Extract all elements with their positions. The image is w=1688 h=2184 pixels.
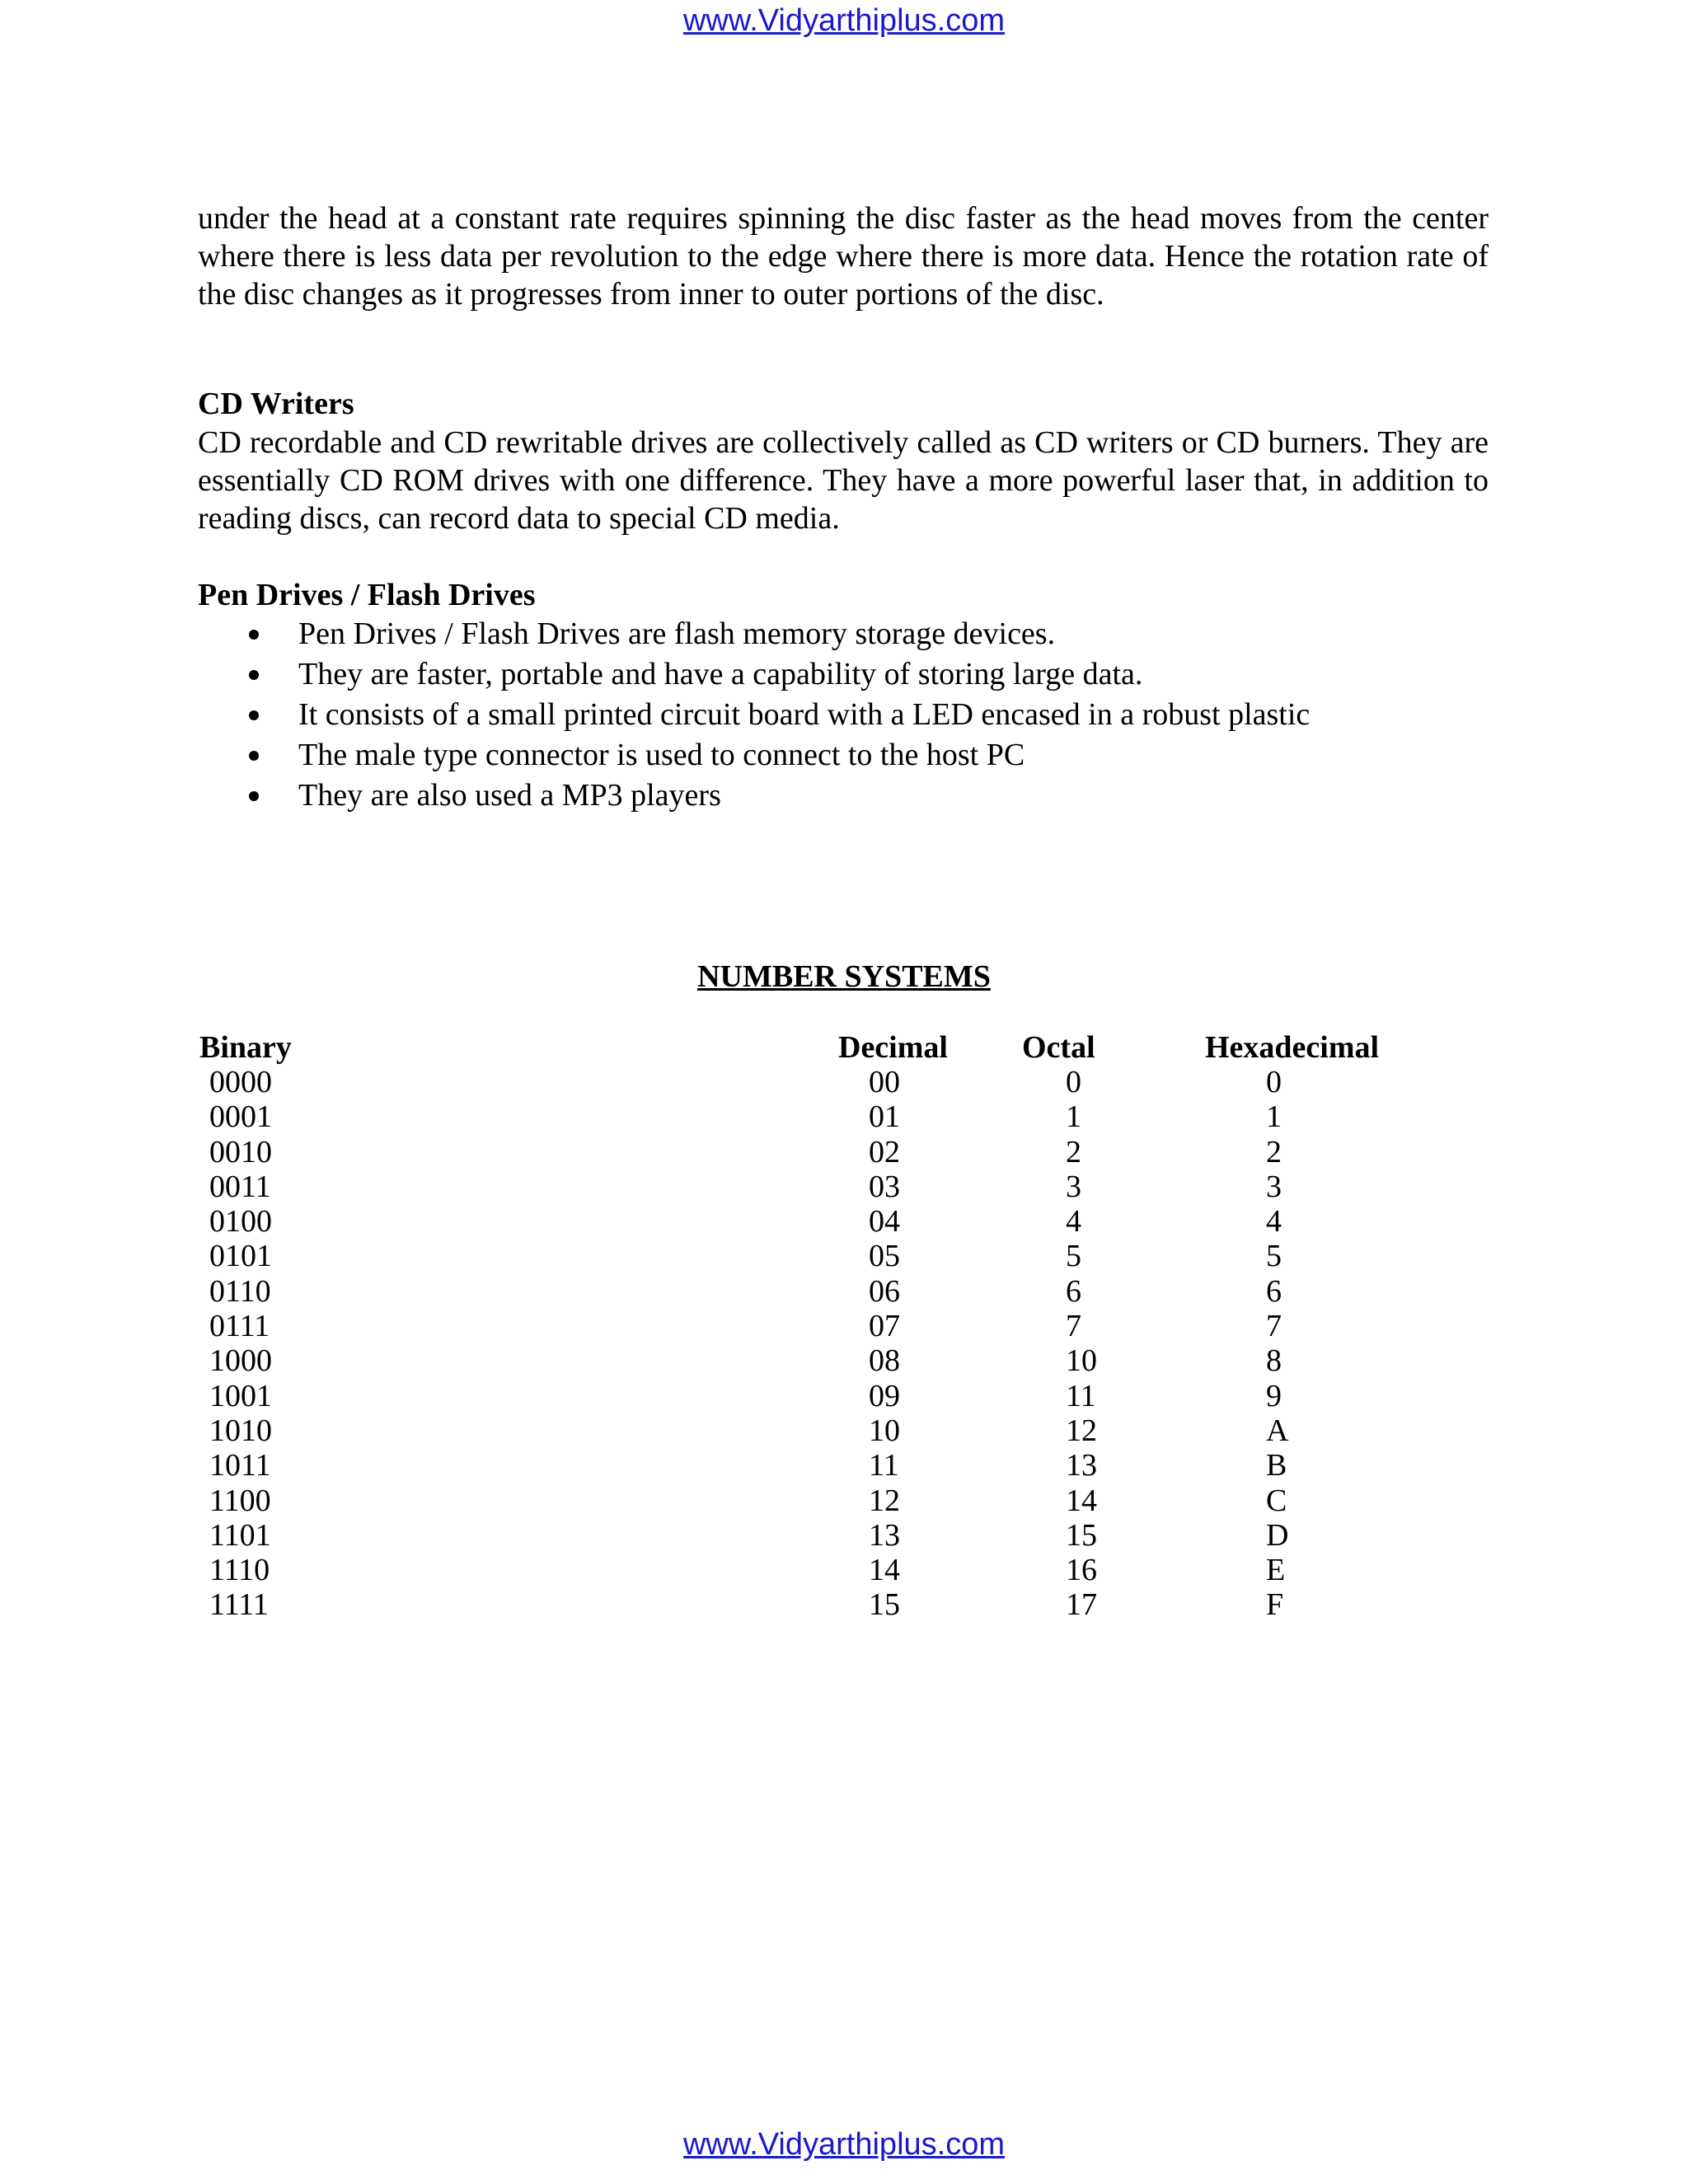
binary-cell: 1110: [209, 1553, 270, 1588]
table-row: [0, 1309, 1688, 1343]
bullet-text: They are also used a MP3 players: [298, 778, 721, 813]
decimal-cell: 02: [869, 1134, 900, 1169]
decimal-cell: 10: [869, 1413, 900, 1448]
binary-cell: 1111: [209, 1587, 269, 1623]
hex-cell: 2: [1266, 1134, 1282, 1169]
decimal-cell: 07: [869, 1309, 900, 1344]
octal-cell: 1: [1066, 1099, 1081, 1135]
list-item: [198, 735, 1310, 776]
hexadecimal-column-header: Hexadecimal: [1205, 1030, 1380, 1065]
hex-cell: 1: [1266, 1099, 1282, 1135]
binary-cell: 0100: [209, 1204, 272, 1240]
decimal-cell: 15: [869, 1587, 900, 1623]
hex-cell: 7: [1266, 1309, 1282, 1344]
octal-cell: 13: [1066, 1448, 1097, 1483]
binary-cell: 0010: [209, 1134, 272, 1169]
octal-cell: 15: [1066, 1517, 1097, 1553]
decimal-cell: 04: [869, 1204, 900, 1240]
table-row: [0, 1099, 1688, 1134]
binary-cell: 0001: [209, 1099, 272, 1135]
octal-cell: 2: [1066, 1134, 1081, 1169]
octal-cell: 0: [1066, 1065, 1081, 1099]
list-item: [198, 776, 1310, 816]
binary-cell: 1001: [209, 1378, 272, 1413]
decimal-cell: 12: [869, 1483, 900, 1518]
bullet-icon: [249, 670, 259, 680]
table-row: [0, 1413, 1688, 1448]
hex-cell: 0: [1266, 1065, 1282, 1099]
footer-site-link[interactable]: www.Vidyarthiplus.com: [682, 2127, 1005, 2162]
table-row: [0, 1204, 1688, 1239]
octal-cell: 17: [1066, 1587, 1097, 1623]
list-item: [198, 614, 1310, 654]
octal-cell: 3: [1066, 1169, 1081, 1204]
binary-cell: 0011: [209, 1169, 271, 1204]
table-row: [0, 1239, 1688, 1273]
binary-column-header: Binary: [199, 1030, 292, 1065]
decimal-cell: 03: [869, 1169, 900, 1204]
cd-writers-heading: CD Writers: [198, 387, 354, 421]
table-row: [0, 1274, 1688, 1309]
header-site-link[interactable]: www.Vidyarthiplus.com: [682, 3, 1005, 38]
hex-cell: A: [1266, 1413, 1289, 1448]
octal-cell: 12: [1066, 1413, 1097, 1448]
octal-cell: 10: [1066, 1343, 1097, 1379]
decimal-cell: 00: [869, 1065, 900, 1099]
octal-cell: 14: [1066, 1483, 1097, 1518]
table-row: [0, 1343, 1688, 1378]
octal-cell: 5: [1066, 1239, 1081, 1274]
binary-cell: 0110: [209, 1273, 271, 1309]
hex-cell: 3: [1266, 1169, 1282, 1204]
table-row: [0, 1065, 1688, 1099]
list-item: [198, 695, 1310, 735]
decimal-cell: 06: [869, 1273, 900, 1309]
decimal-cell: 13: [869, 1517, 900, 1553]
table-row: [0, 1553, 1688, 1587]
hex-cell: 9: [1266, 1378, 1282, 1413]
octal-cell: 4: [1066, 1204, 1081, 1240]
table-row: [0, 1135, 1688, 1169]
pen-drives-bullet-list: [198, 614, 1310, 816]
hex-cell: 4: [1266, 1204, 1282, 1240]
hex-cell: B: [1266, 1448, 1287, 1483]
bullet-icon: [249, 751, 259, 761]
binary-cell: 1101: [209, 1517, 271, 1553]
decimal-cell: 01: [869, 1099, 900, 1135]
decimal-cell: 09: [869, 1378, 900, 1413]
hex-cell: 8: [1266, 1343, 1282, 1379]
bullet-icon: [249, 630, 259, 640]
intro-paragraph: under the head at a constant rate requires spinning the disc faster as the head moves from the center where there is less data per revolution to the edge where there is more data. Hence the rotation rate of the disc changes as it progresses from inner to outer portions of the disc.: [198, 201, 1489, 312]
number-systems-table: [0, 1065, 1688, 1623]
table-row: [0, 1483, 1688, 1518]
bullet-text: The male type connector is used to connect to the host PC: [298, 738, 1025, 772]
bullet-icon: [249, 791, 259, 801]
binary-cell: 0000: [209, 1065, 272, 1099]
number-systems-title: NUMBER SYSTEMS: [697, 959, 991, 994]
binary-cell: 0111: [209, 1309, 270, 1344]
bullet-text: Pen Drives / Flash Drives are flash memory storage devices.: [298, 616, 1056, 651]
binary-cell: 1010: [209, 1413, 272, 1448]
hex-cell: 6: [1266, 1273, 1282, 1309]
octal-cell: 7: [1066, 1309, 1081, 1344]
decimal-cell: 11: [869, 1448, 899, 1483]
table-row: [0, 1587, 1688, 1622]
hex-cell: E: [1266, 1553, 1286, 1588]
bullet-icon: [249, 710, 259, 720]
table-row: [0, 1169, 1688, 1204]
bullet-text: They are faster, portable and have a capability of storing large data.: [298, 657, 1143, 691]
octal-cell: 6: [1066, 1273, 1081, 1309]
binary-cell: 1011: [209, 1448, 271, 1483]
cd-writers-paragraph: CD recordable and CD rewritable drives are collectively called as CD writers or CD burners. They are essentially CD ROM drives with one difference. They have a more powerful laser that, in addition to reading discs, can record data to special CD media.: [198, 425, 1489, 536]
decimal-cell: 14: [869, 1553, 900, 1588]
decimal-cell: 08: [869, 1343, 900, 1379]
hex-cell: D: [1266, 1517, 1289, 1553]
bullet-text: It consists of a small printed circuit board with a LED encased in a robust plastic: [298, 697, 1311, 732]
decimal-column-header: Decimal: [838, 1030, 948, 1065]
pen-drives-heading: Pen Drives / Flash Drives: [198, 578, 536, 612]
table-row: [0, 1448, 1688, 1483]
hex-cell: C: [1266, 1483, 1287, 1518]
table-row: [0, 1379, 1688, 1413]
list-item: [198, 654, 1310, 695]
table-row: [0, 1518, 1688, 1553]
binary-cell: 1100: [209, 1483, 271, 1518]
octal-cell: 16: [1066, 1553, 1097, 1588]
octal-cell: 11: [1066, 1378, 1096, 1413]
octal-column-header: Octal: [1022, 1030, 1095, 1065]
binary-cell: 1000: [209, 1343, 272, 1379]
hex-cell: F: [1266, 1587, 1284, 1623]
decimal-cell: 05: [869, 1239, 900, 1274]
hex-cell: 5: [1266, 1239, 1282, 1274]
binary-cell: 0101: [209, 1239, 272, 1274]
